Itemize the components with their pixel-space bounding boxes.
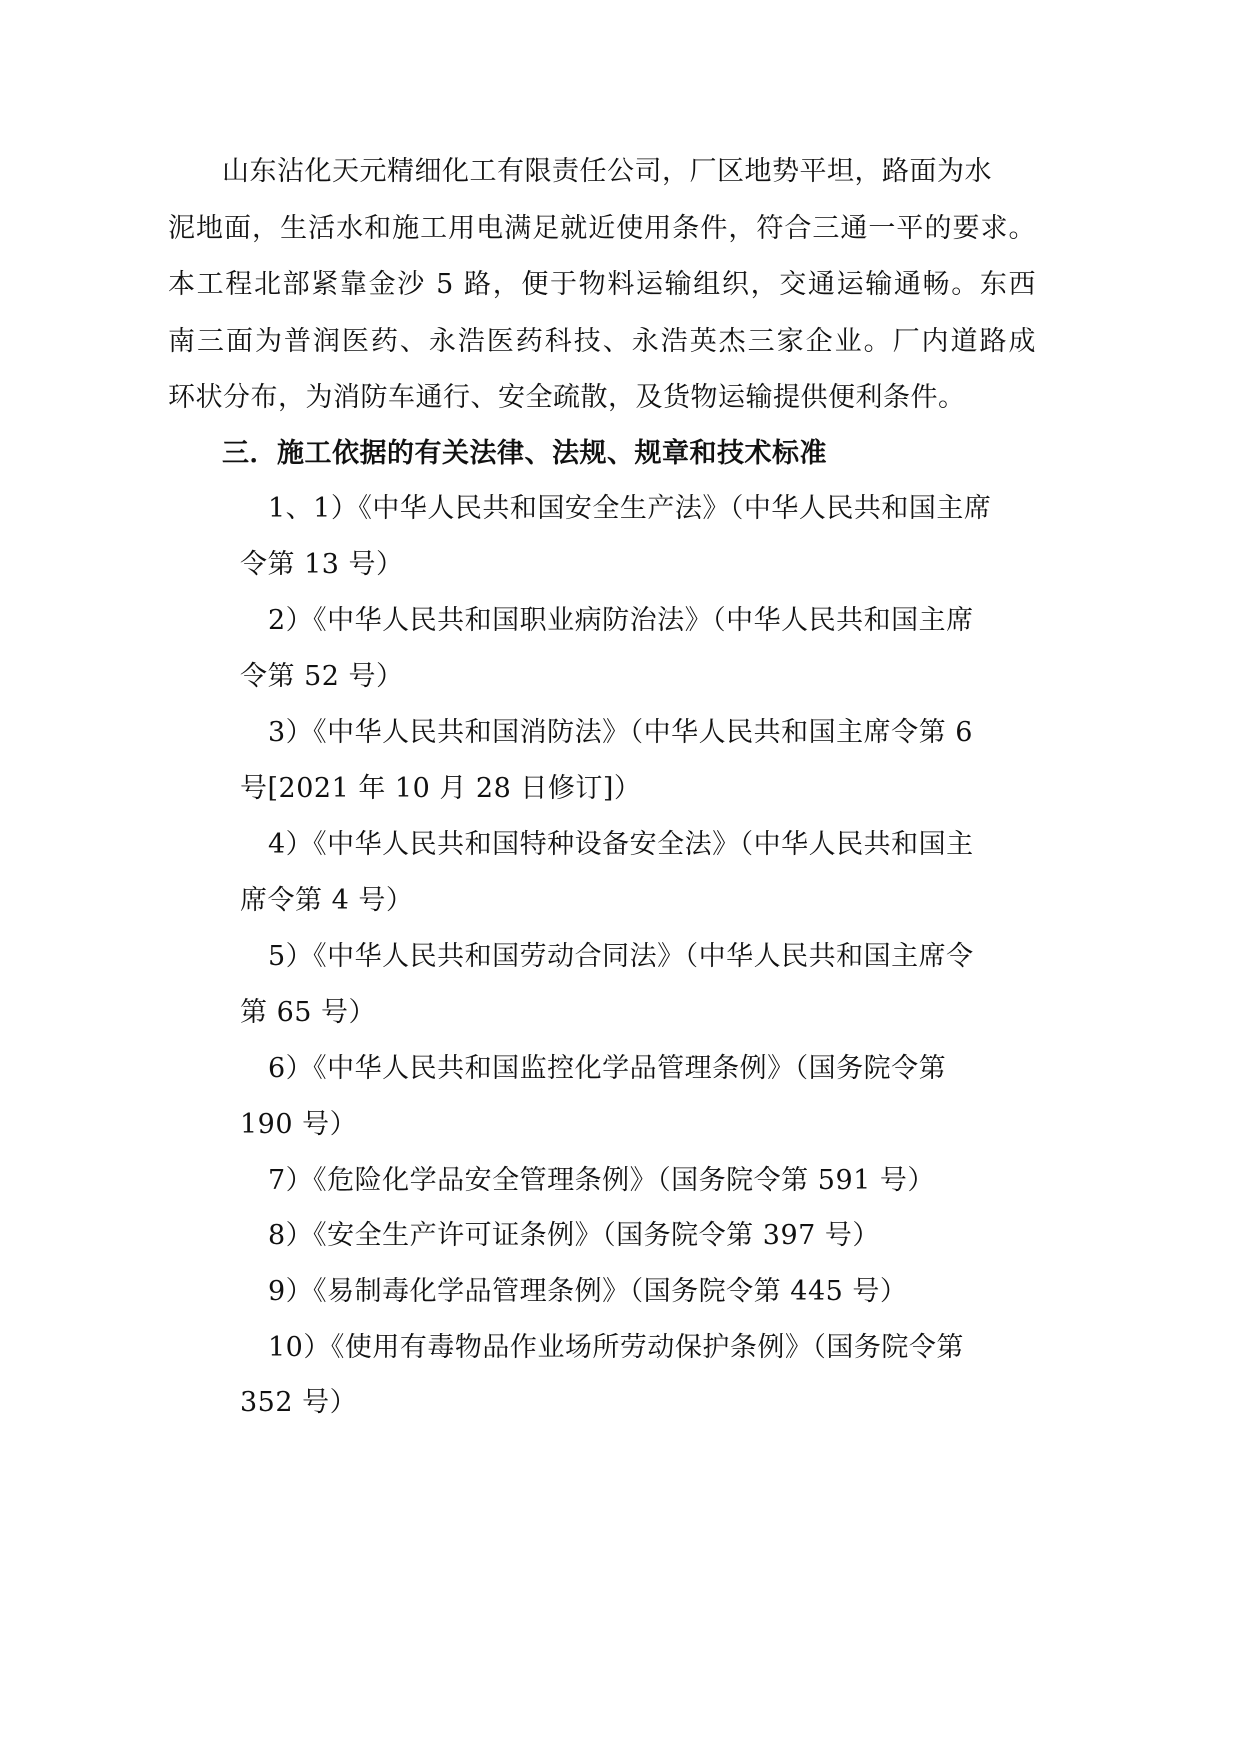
- law-item-text: 3）《中华人民共和国消防法》（中华人民共和国主席令第 6: [268, 717, 973, 748]
- law-item-continuation: 第 65 号）: [240, 997, 377, 1028]
- intro-line-4: 南三面为普润医药、永浩医药科技、永浩英杰三家企业。厂内道路成: [168, 326, 1036, 357]
- intro-line-5: 环状分布，为消防车通行、安全疏散，及货物运输提供便利条件。: [168, 382, 966, 413]
- law-item-continuation: 令第 52 号）: [240, 661, 404, 692]
- law-item-text: 2）《中华人民共和国职业病防治法》（中华人民共和国主席: [268, 605, 974, 636]
- law-item-text: 5）《中华人民共和国劳动合同法》（中华人民共和国主席令: [268, 941, 974, 972]
- section-heading: 三．施工依据的有关法律、法规、规章和技术标准: [222, 438, 827, 469]
- law-item-text: 9）《易制毒化学品管理条例》（国务院令第 445 号）: [268, 1276, 908, 1307]
- law-item-continuation: 令第 13 号）: [240, 549, 404, 580]
- law-item-text: 4）《中华人民共和国特种设备安全法》（中华人民共和国主: [268, 829, 974, 860]
- law-item-text: 6）《中华人民共和国监控化学品管理条例》（国务院令第: [268, 1053, 947, 1084]
- law-item-text: 7）《危险化学品安全管理条例》（国务院令第 591 号）: [268, 1165, 935, 1196]
- law-item-text: 1、1）《中华人民共和国安全生产法》（中华人民共和国主席: [268, 493, 992, 524]
- law-item-text: 8）《安全生产许可证条例》（国务院令第 397 号）: [268, 1220, 880, 1251]
- intro-line-3: 本工程北部紧靠金沙 5 路，便于物料运输组织，交通运输通畅。东西: [168, 269, 1036, 300]
- law-item-continuation: 号[2021 年 10 月 28 日修订]）: [240, 773, 642, 804]
- law-item-continuation: 352 号）: [240, 1387, 358, 1418]
- law-item-continuation: 席令第 4 号）: [240, 885, 414, 916]
- law-item-text: 10）《使用有毒物品作业场所劳动保护条例》（国务院令第: [268, 1332, 964, 1363]
- intro-line-2: 泥地面，生活水和施工用电满足就近使用条件，符合三通一平的要求。: [168, 213, 1036, 244]
- law-item-continuation: 190 号）: [240, 1109, 358, 1140]
- intro-line-1: 山东沾化天元精细化工有限责任公司，厂区地势平坦，路面为水: [222, 156, 992, 187]
